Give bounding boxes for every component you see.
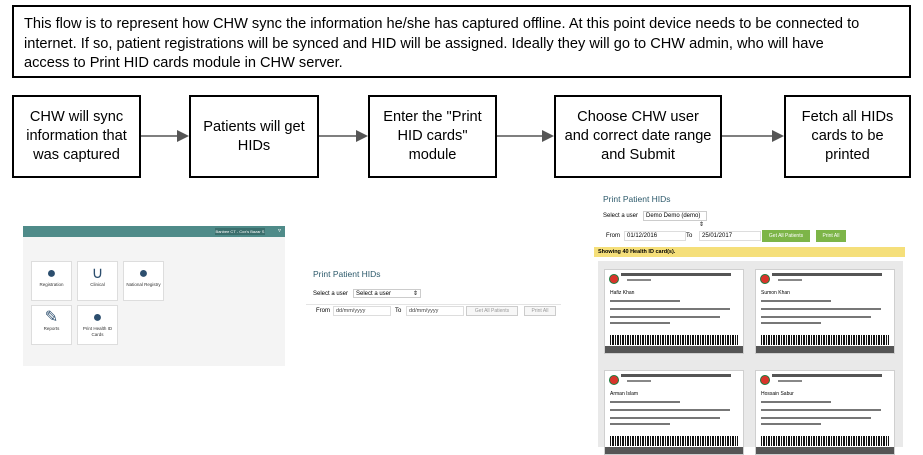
from-label: From: [316, 308, 330, 314]
tile-label: National Registry: [126, 282, 161, 287]
select-user-label: Select a user: [313, 291, 349, 297]
step-line: HID cards": [397, 128, 468, 144]
card-name: Hossain Sabur: [761, 391, 794, 397]
card-line: [761, 316, 871, 318]
card-line: [761, 417, 871, 419]
get-all-patients-button[interactable]: Get All Patients: [466, 306, 518, 316]
health-id-card: [755, 269, 895, 354]
flow-step-fetch-cards: [784, 95, 911, 178]
page-title: Print Patient HIDs: [313, 269, 381, 279]
note-line: access to Print HID cards module in CHW server.: [24, 55, 343, 71]
user-icon: ▿: [277, 228, 281, 234]
divider: [306, 304, 561, 305]
print-all-button[interactable]: Print All: [816, 230, 846, 242]
cards-panel: [598, 261, 903, 447]
get-all-patients-button[interactable]: Get All Patients: [762, 230, 810, 242]
description-note: [12, 5, 911, 78]
home-screenshot: [23, 226, 285, 366]
card-line: [761, 401, 831, 403]
tile-print-health-id-cards[interactable]: [77, 305, 118, 345]
card-line: [761, 300, 831, 302]
seal-icon: [609, 375, 619, 385]
from-label: From: [606, 233, 620, 239]
to-date-input[interactable]: dd/mm/yyyy: [406, 306, 464, 316]
person-icon: ●: [92, 309, 103, 326]
to-label: To: [395, 308, 402, 314]
card-line: [761, 409, 881, 411]
step-line: printed: [825, 147, 870, 163]
card-line: [761, 308, 881, 310]
card-footer: [756, 346, 894, 353]
from-date-input[interactable]: dd/mm/yyyy: [333, 306, 391, 316]
step-line: Fetch all HIDs: [801, 109, 894, 125]
tile-label: Registration: [39, 282, 64, 287]
chevron-down-icon: ⇕: [698, 222, 704, 228]
select-value: Demo Demo (demo): [646, 213, 701, 219]
results-banner: Showing 40 Health ID card(s).: [594, 247, 905, 257]
flow-arrow: [497, 129, 554, 143]
to-date-input[interactable]: 25/01/2017: [699, 231, 761, 241]
tile-label: Clinical: [90, 282, 105, 287]
print-hids-filled-screenshot: [594, 185, 905, 449]
tile-label: Print Health ID Cards: [82, 326, 113, 337]
flow-step-choose-user: [554, 95, 722, 178]
card-footer: [605, 447, 743, 454]
card-name: Hafiz Khan: [610, 290, 635, 296]
step-line: HIDs: [237, 137, 271, 154]
card-header-text: [621, 374, 731, 377]
card-line: [610, 322, 670, 324]
card-subtitle: [778, 279, 802, 281]
step-line: was captured: [33, 147, 120, 163]
health-id-card: [755, 370, 895, 455]
flow-arrow: [319, 129, 368, 143]
step-line: cards to be: [811, 128, 884, 144]
step-line: and Submit: [601, 147, 675, 163]
barcode: [610, 335, 738, 345]
flow-arrow: [141, 129, 189, 143]
edit-icon: ✎: [44, 309, 59, 326]
card-name: Arman Islam: [610, 391, 639, 397]
from-date-input[interactable]: 01/12/2016: [624, 231, 686, 241]
flow-arrow: [722, 129, 784, 143]
card-name: Sumon Khan: [761, 290, 790, 296]
to-label: To: [686, 233, 693, 239]
card-footer: [605, 346, 743, 353]
tile-clinical[interactable]: [77, 261, 118, 301]
person-icon: ●: [138, 265, 149, 282]
seal-icon: [760, 375, 770, 385]
card-header-text: [621, 273, 731, 276]
chevron-down-icon: ⇕: [412, 291, 418, 297]
card-line: [610, 423, 670, 425]
seal-icon: [760, 274, 770, 284]
card-line: [610, 409, 730, 411]
card-subtitle: [627, 380, 651, 382]
seal-icon: [609, 274, 619, 284]
flow-step-enter-module: [368, 95, 497, 178]
card-line: [610, 300, 680, 302]
select-user-label: Select a user: [603, 213, 639, 219]
header-user: Banbee CT - Cox's Bazar S 1: [215, 229, 265, 241]
health-id-card: [604, 269, 744, 354]
card-footer: [756, 447, 894, 454]
app-header-bar: [23, 226, 285, 241]
tile-national-registry[interactable]: [123, 261, 164, 301]
step-line: information that: [26, 128, 127, 144]
barcode: [761, 436, 889, 446]
note-line: This flow is to represent how CHW sync the information he/she has captured offline. At this point device needs to be connected to: [24, 16, 860, 32]
card-line: [761, 423, 821, 425]
step-line: Patients will get: [203, 118, 305, 135]
tile-reports[interactable]: [31, 305, 72, 345]
select-value: Select a user: [356, 291, 392, 297]
note-line: internet. If so, patient registrations will be synced and HID will be assigned. Ideally they will go to CHW admin, who will have: [24, 35, 824, 52]
card-header-text: [772, 273, 882, 276]
barcode: [610, 436, 738, 446]
step-line: CHW will sync: [29, 109, 124, 125]
card-line: [610, 417, 720, 419]
flow-step-get-hids: [189, 95, 319, 178]
card-subtitle: [627, 279, 651, 281]
page-title: Print Patient HIDs: [603, 194, 671, 204]
stethoscope-icon: ∪: [91, 265, 104, 282]
step-line: and correct date range: [564, 128, 712, 144]
person-icon: ●: [46, 265, 57, 282]
tile-label: Reports: [43, 326, 60, 331]
user-select[interactable]: [643, 211, 707, 228]
card-line: [610, 401, 680, 403]
barcode: [761, 335, 889, 345]
card-subtitle: [778, 380, 802, 382]
health-id-card: [604, 370, 744, 455]
card-header-text: [772, 374, 882, 377]
step-line: Enter the "Print: [383, 109, 482, 125]
step-line: Choose CHW user: [577, 109, 699, 125]
print-hids-empty-screenshot: [306, 262, 561, 320]
card-line: [761, 322, 821, 324]
step-line: module: [408, 147, 457, 163]
card-line: [610, 316, 720, 318]
card-line: [610, 308, 730, 310]
tile-registration[interactable]: [31, 261, 72, 301]
flow-step-sync: [12, 95, 141, 178]
print-all-button[interactable]: Print All: [524, 306, 556, 316]
user-select[interactable]: [353, 289, 421, 298]
